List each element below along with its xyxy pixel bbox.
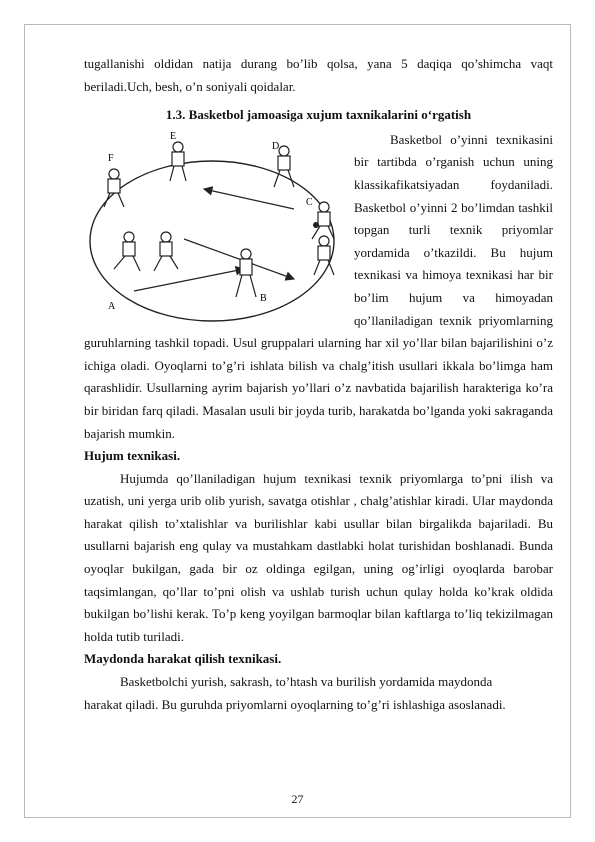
player-figure: [170, 142, 186, 181]
movement-line-1: Basketbolchi yurish, sakrash, to’htash va burilish yordamida maydonda: [120, 674, 493, 690]
ball: [313, 222, 319, 228]
illustration-svg: [84, 129, 346, 327]
attack-paragraph: Hujumda qo’llaniladigan hujum texnikasi texnik priyomlarga to’pni ilish va uzatish, uni yerga urib olib yurish, savatga otishlar , chalg’atishlar kiradi. Ular maydonda harakat qilish to’xtalishlar va burilishlar kabi usullar bilan birgalikda bajariladi. Bu usullarni bajarish eng qulay va mustahkam dastlabki holat turishidan boshlanadi. Bunda oyoqlar bukilgan, gada bir oz oldinga egilgan, uning og’irligi oyoqlarda barobar taqsimlangan, qo’llar to’pni olish va ushlab turish uchun qulay holda ko’krak oldida bukilgan bo’lishi kerak. To’p keng yoyilgan barmoqlar bilan kaftlarga to’liq tekizilmagan holda tutib turiladi.: [84, 470, 553, 644]
player-figure: [114, 232, 140, 271]
label-d: D: [272, 140, 280, 152]
heading-attack: Hujum texnikasi.: [84, 448, 181, 464]
heading-movement: Maydonda harakat qilish texnikasi.: [84, 651, 282, 667]
basketball-illustration: [84, 129, 346, 327]
pass-arrow-2: [184, 239, 294, 279]
section-title: 1.3. Basketbol jamoasiga xujum taxnikalarini o‘rgatish: [165, 107, 472, 123]
label-c: C: [306, 196, 313, 208]
intro-paragraph: Basketbol o’yinni texnikasini bir tartibda o’rganish uchun uning klassikafikatsiyadan foydaniladi. Basketbol o’yinni 2 bo’limdan tashkil topgan turli texnik priyomlar yordamida o’tkazildi. Bu hujum texnikasi va himoya texnikasi har bir bo’lim hujum va himoyadan qo’llaniladigan texnik priyomlarning guruhlarning tashkil topadi. Usul gruppalari ularning har xil yo’llar bilan bajarilishini o’z ichiga oladi. Oyoqlarni to’g’ri ishlata bilish va chalg’itish usullari ikkala bo’limga ham qarashlidir. Usullarning ayrim bajarish yo’llari o’z navbatida bajarilish harakteriga ko’ra bir biridan farq qiladi. Masalan usuli bir joyda turib, harakatda bo’lganda yoki sakraganda bajarish mumkin.: [84, 131, 553, 441]
player-figure: [236, 249, 256, 297]
label-e: E: [170, 130, 177, 142]
page-content: [84, 53, 553, 716]
player-figure: [154, 232, 178, 271]
label-f: F: [108, 152, 114, 164]
top-paragraph: tugallanishi oldidan natija durang bo’lib qolsa, yana 5 daqiqa qo’shimcha vaqt beriladi.Uch, besh, o’n soniyali qoidalar.: [84, 56, 553, 94]
player-figure: [312, 202, 334, 239]
player-figure: [274, 146, 294, 187]
movement-line-2: harakat qiladi. Bu guruhda priyomlarni oyoqlarning to’g’ri ishlashiga asoslanadi.: [84, 696, 506, 712]
label-a: A: [108, 300, 116, 312]
pass-arrow-1: [134, 269, 244, 291]
page-number: 27: [291, 792, 304, 806]
player-figure: [314, 236, 334, 275]
pass-arrow-3: [204, 189, 294, 209]
label-b: B: [260, 292, 267, 304]
